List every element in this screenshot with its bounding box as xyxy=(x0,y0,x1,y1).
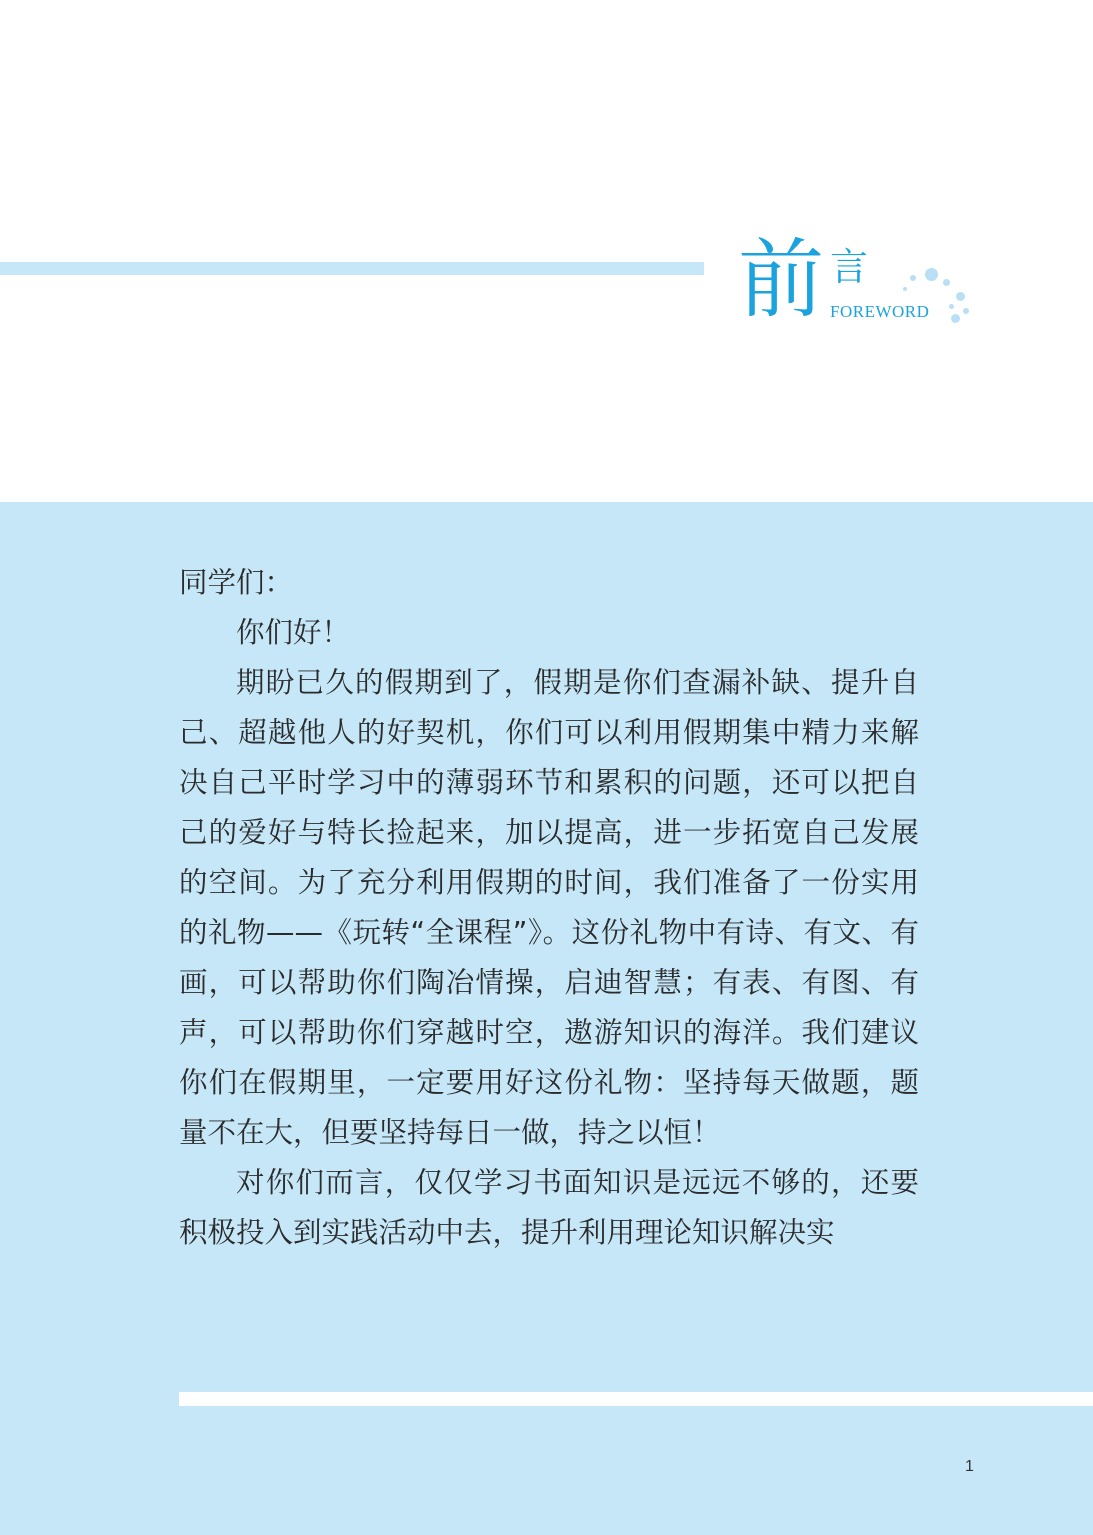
decor-dot xyxy=(951,314,960,323)
decor-dot xyxy=(956,292,965,301)
paragraph: 对你们而言，仅仅学习书面知识是远远不够的，还要积极投入到实践活动中去，提升利用理论知识解决实 xyxy=(179,1166,919,1249)
decor-dot xyxy=(949,304,954,309)
page-number: 1 xyxy=(965,1458,974,1475)
foreword-body xyxy=(179,558,919,1258)
decor-dot xyxy=(903,287,907,291)
header-divider-bar xyxy=(0,262,704,275)
page-title xyxy=(738,232,978,342)
footer-divider-bar xyxy=(179,1392,1093,1406)
decor-dot xyxy=(910,275,916,281)
title-second-char: 言 xyxy=(830,245,869,289)
decor-dot xyxy=(943,279,950,286)
paragraph: 你们好！ xyxy=(236,616,351,649)
decor-dot xyxy=(963,308,969,314)
decor-dot xyxy=(925,268,938,281)
title-main-char: 前 xyxy=(738,230,824,330)
greeting: 同学们： xyxy=(179,566,294,599)
title-english: FOREWORD xyxy=(830,302,930,321)
paragraph: 期盼已久的假期到了，假期是你们查漏补缺、提升自己、超越他人的好契机，你们可以利用假期集中精力来解决自己平时学习中的薄弱环节和累积的问题，还可以把自己的爱好与特长捡起来，加以提高，进一步拓宽自己发展的空间。为了充分利用假期的时间，我们准备了一份实用的礼物——《玩转“全课程”》。这份礼物中有诗、有文、有画，可以帮助你们陶冶情操，启迪智慧；有表、有图、有声，可以帮助你们穿越时空，遨游知识的海洋。我们建议你们在假期里，一定要用好这份礼物：坚持每天做题，题量不在大，但要坚持每日一做，持之以恒！ xyxy=(179,666,919,1149)
